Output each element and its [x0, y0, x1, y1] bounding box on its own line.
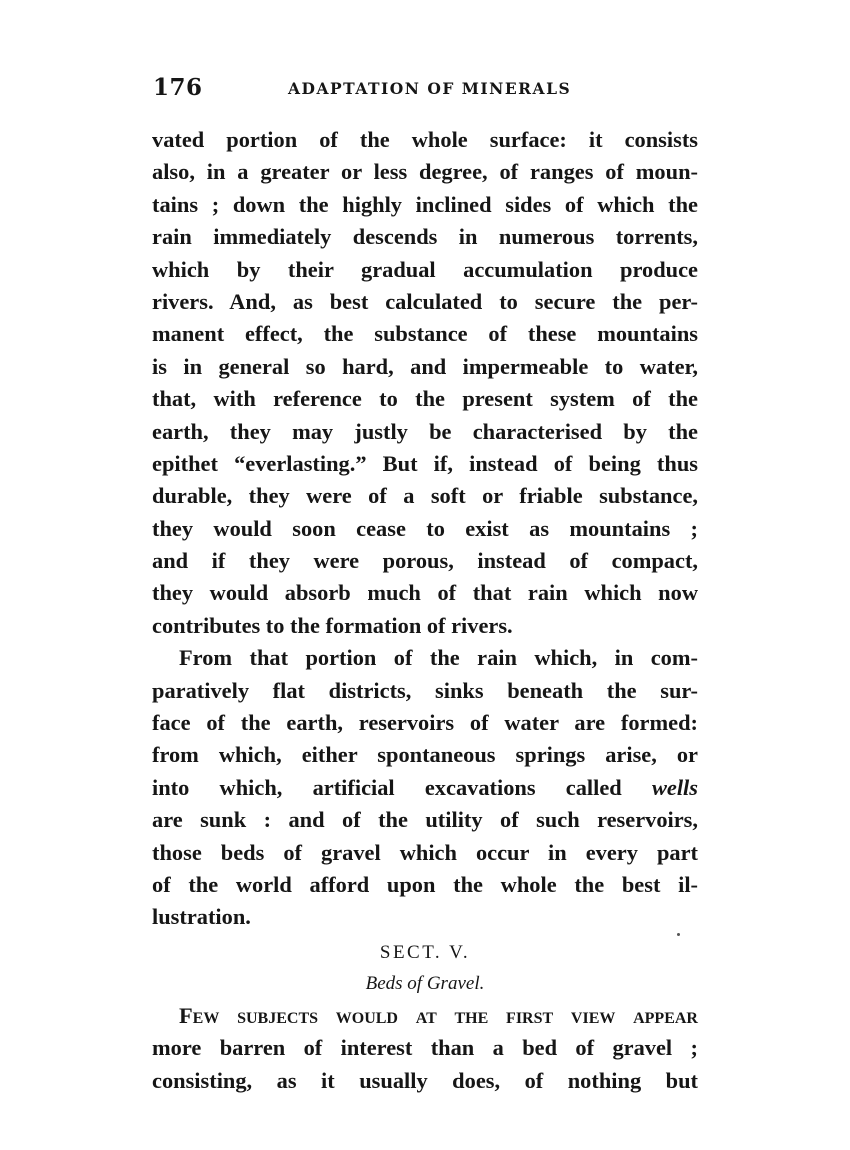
- text-line: [152, 772, 698, 804]
- text-line: are sunk : and of the utility of such reservoirs,: [152, 807, 698, 833]
- text-line: epithet “everlasting.” But if, instead of being thus: [152, 450, 698, 476]
- text-line: of the world afford upon the whole the best il-: [152, 871, 698, 897]
- ink-speck: [677, 933, 680, 936]
- text-line: also, in a greater or less degree, of ranges of moun-: [152, 159, 698, 185]
- italic-term: wells: [651, 774, 698, 800]
- text-line: durable, they were of a soft or friable substance,: [152, 483, 698, 509]
- page-number: 176: [153, 74, 203, 101]
- paragraph: [152, 1000, 698, 1097]
- text-line: tains ; down the highly inclined sides of which the: [152, 191, 698, 217]
- text-line: earth, they may justly be characterised by the: [152, 418, 698, 444]
- text-line: manent effect, the substance of these mountains: [152, 321, 698, 347]
- text-line: rain immediately descends in numerous torrents,: [152, 224, 698, 250]
- running-title: ADAPTATION OF MINERALS: [288, 79, 572, 98]
- paragraph: [152, 124, 698, 642]
- text-line: rivers. And, as best calculated to secure the per-: [152, 288, 698, 314]
- text-line: they would soon cease to exist as mountains ;: [152, 515, 698, 541]
- section-heading: SECT. V.: [379, 941, 471, 963]
- text-line: which by their gradual accumulation produce: [152, 256, 698, 282]
- text-line: and if they were porous, instead of compact,: [152, 548, 698, 574]
- text-line: face of the earth, reservoirs of water are formed:: [152, 710, 698, 736]
- text-segment: into which, artificial excavations called: [152, 774, 652, 800]
- text-line: more barren of interest than a bed of gravel ;: [152, 1035, 698, 1061]
- paragraph: [152, 642, 698, 934]
- section-subtitle: Beds of Gravel.: [365, 972, 485, 994]
- text-line: is in general so hard, and impermeable to water,: [152, 353, 698, 379]
- body-text: [152, 124, 698, 1097]
- text-line: contributes to the formation of rivers.: [152, 612, 513, 638]
- text-line: Few subjects would at the first view appear: [179, 1002, 698, 1028]
- text-line: from which, either spontaneous springs arise, or: [152, 742, 698, 768]
- text-line: consisting, as it usually does, of nothing but: [152, 1067, 698, 1093]
- text-line: that, with reference to the present system of the: [152, 386, 698, 412]
- text-line: they would absorb much of that rain which now: [152, 580, 698, 606]
- text-line: those beds of gravel which occur in every part: [152, 839, 698, 865]
- text-line: paratively flat districts, sinks beneath the sur-: [152, 677, 698, 703]
- text-line: From that portion of the rain which, in com-: [179, 645, 698, 671]
- page-header: [152, 74, 698, 114]
- text-line: lustration.: [152, 904, 251, 930]
- text-line: vated portion of the whole surface: it consists: [152, 127, 698, 152]
- book-page: [152, 74, 698, 1097]
